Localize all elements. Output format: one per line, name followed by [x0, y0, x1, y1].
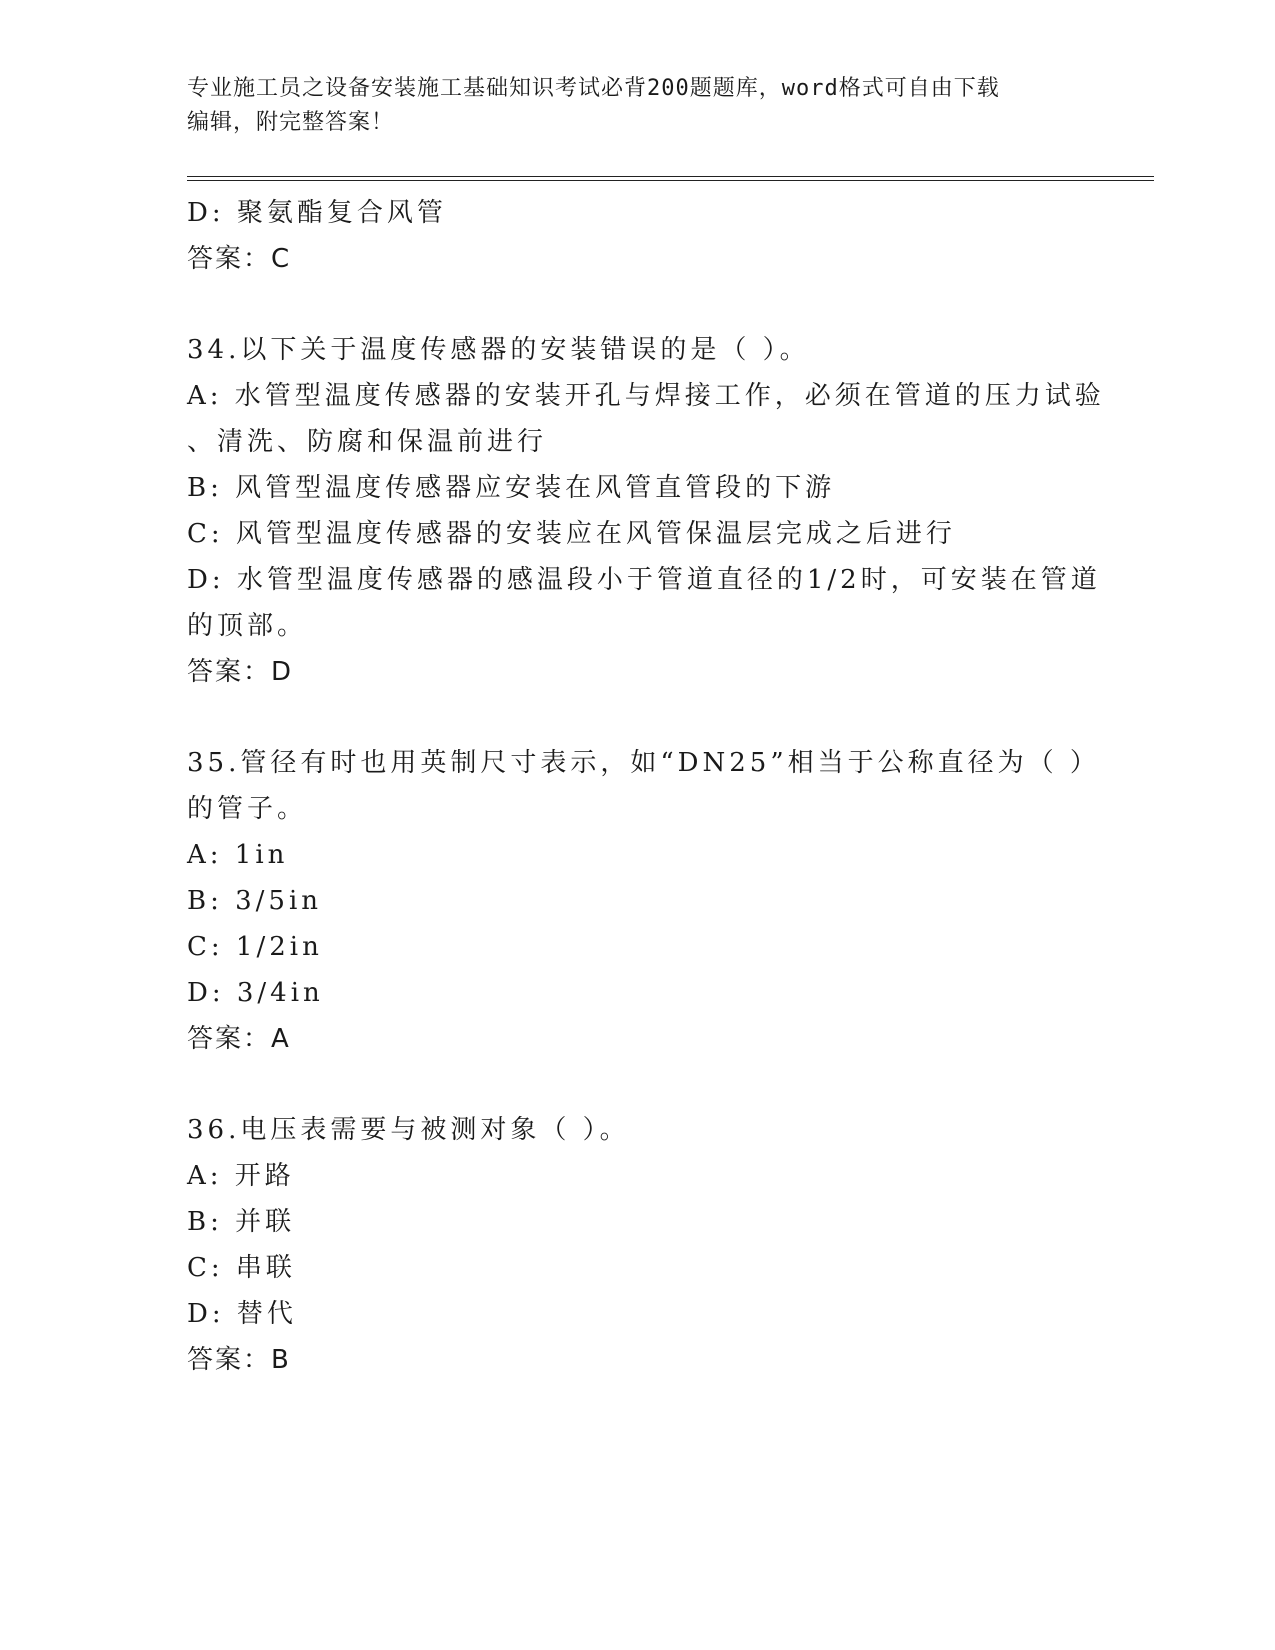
question-stem: 34.以下关于温度传感器的安装错误的是（ ）。	[187, 335, 810, 365]
option-d: D: 3/4in	[187, 978, 324, 1008]
option-d: D: 聚氨酯复合风管	[187, 198, 447, 228]
question-34	[187, 327, 1105, 695]
option-b: B: 并联	[187, 1207, 296, 1237]
spacer	[187, 1062, 1087, 1107]
question-36	[187, 1107, 1087, 1383]
option-c: C: 串联	[187, 1253, 296, 1283]
answer-label: 答案：C	[187, 244, 292, 274]
header-title-line-2: 编辑，附完整答案！	[187, 110, 395, 135]
spacer	[187, 695, 1087, 740]
question-35	[187, 740, 1100, 1062]
question-content	[187, 190, 1105, 1383]
option-d: D: 水管型温度传感器的感温段小于管道直径的1/2时，可安装在管道	[187, 565, 1101, 595]
header-title-line-1: 专业施工员之设备安装施工基础知识考试必背200题题库，word格式可自由下载	[187, 76, 1000, 101]
page-header	[187, 72, 1067, 140]
option-d: D: 替代	[187, 1299, 297, 1329]
header-divider	[187, 176, 1154, 181]
option-b: B: 风管型温度传感器应安装在风管直管段的下游	[187, 473, 836, 503]
question-stem: 36.电压表需要与被测对象（ ）。	[187, 1115, 630, 1145]
answer-label: 答案：A	[187, 1024, 291, 1054]
option-a: A: 水管型温度传感器的安装开孔与焊接工作，必须在管道的压力试验	[187, 381, 1105, 411]
question-stem-continued: 的管子。	[187, 794, 308, 824]
option-a: A: 开路	[187, 1161, 295, 1191]
option-a: A: 1in	[187, 840, 289, 870]
answer-label: 答案：D	[187, 657, 294, 687]
option-d-continued: 的顶部。	[187, 611, 308, 641]
option-a-continued: 、清洗、防腐和保温前进行	[187, 427, 548, 457]
option-b: B: 3/5in	[187, 886, 323, 916]
spacer	[187, 282, 1087, 327]
answer-label: 答案：B	[187, 1345, 291, 1375]
question-stem: 35.管径有时也用英制尺寸表示，如“DN25”相当于公称直径为（ ）	[187, 748, 1100, 778]
option-c: C: 1/2in	[187, 932, 323, 962]
option-c: C: 风管型温度传感器的安装应在风管保温层完成之后进行	[187, 519, 956, 549]
